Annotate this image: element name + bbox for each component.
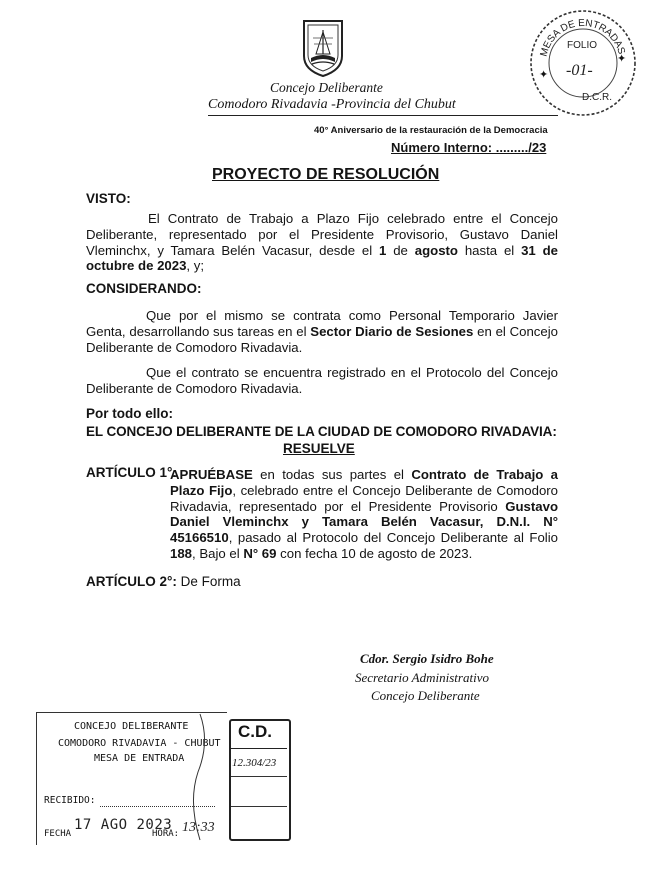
coat-of-arms-logo [301, 18, 345, 78]
articulo-2-text: De Forma [176, 574, 241, 589]
reception-stamp-line-2: COMODORO RIVADAVIA - CHUBUT [58, 738, 221, 749]
reception-stamp-line-1: CONCEJO DELIBERANTE [74, 721, 189, 732]
anniversary-line: 40° Aniversario de la restauración de la Democracia [314, 125, 548, 136]
stamp-bottom-text: D.C.R. [582, 92, 612, 103]
stamp-star-left-icon: ✦ [539, 69, 549, 81]
articulo-2 [86, 574, 241, 589]
document-title: PROYECTO DE RESOLUCIÓN [212, 166, 440, 183]
considerando-paragraph-2: Que el contrato se encuentra registrado en el Protocolo del Concejo Deliberante de Comodoro Rivadavia. [86, 365, 558, 396]
articulo-1-text: APRUÉBASE en todas sus partes el Contrato de Trabajo a Plazo Fijo, celebrado entre el Concejo Deliberante de Comodoro Rivadavia, representado por el Presidente Provisorio Gustavo Daniel Vleminchx y Tamara Belén Vacasur, D.N.I. N° 45166510, pasado al Protocolo del Concejo Deliberante al Folio 188, Bajo el N° 69 con fecha 10 de agosto de 2023. [170, 467, 559, 561]
institution-name: Concejo Deliberante [270, 80, 383, 95]
signature-name: Cdor. Sergio Isidro Bohe [360, 651, 494, 666]
el-concejo-heading: EL CONCEJO DELIBERANTE DE LA CIUDAD DE COMODORO RIVADAVIA: [86, 424, 557, 439]
recibido-label: RECIBIDO: [44, 795, 96, 806]
visto-paragraph: El Contrato de Trabajo a Plazo Fijo celebrado entre el Concejo Deliberante, representado por el Presidente Provisorio, Gustavo Daniel Vleminchx, y Tamara Belén Vacasur, desde el 1 de agosto hasta el 31 de octubre de 2023, y; [86, 211, 558, 274]
stamp-folio-value: -01- [566, 62, 593, 79]
cd-box-title: C.D. [238, 722, 272, 741]
stamp-folio-label: FOLIO [567, 40, 598, 51]
header-rule [208, 115, 558, 116]
hora-label: HORA: [152, 829, 180, 839]
por-todo-ello: Por todo ello: [86, 406, 173, 421]
hora-value: 13:33 [182, 820, 215, 835]
cd-box-number: 12.304/23 [232, 757, 277, 769]
considerando-label: CONSIDERANDO: [86, 281, 202, 296]
fecha-value: 17 AGO 2023 [74, 817, 173, 833]
handwritten-stroke [170, 712, 230, 842]
cd-box-number-rule [231, 776, 287, 777]
stamp-ring-text: MESA DE ENTRADAS [538, 17, 627, 58]
articulo-2-label: ARTÍCULO 2°: [86, 574, 177, 589]
stamp-star-right-icon: ✦ [617, 53, 627, 65]
considerando-paragraph-1: Que por el mismo se contrata como Personal Temporario Javier Genta, desarrollando sus tareas en el Sector Diario de Sesiones en el Concejo Deliberante de Comodoro Rivadavia. [86, 308, 558, 355]
internal-number: Número Interno: ........./23 [391, 140, 547, 155]
fecha-label: FECHA [44, 829, 72, 839]
resuelve-heading: RESUELVE [283, 441, 355, 456]
visto-label: VISTO: [86, 191, 131, 206]
institution-location: Comodoro Rivadavia -Provincia del Chubut [208, 97, 456, 112]
signature-org: Concejo Deliberante [371, 688, 480, 703]
signature-role: Secretario Administrativo [355, 670, 489, 685]
cd-box-divider [231, 748, 287, 749]
reception-stamp-line-3: MESA DE ENTRADA [94, 753, 185, 764]
articulo-1-label: ARTÍCULO 1°: [86, 465, 177, 480]
cd-box-rule-2 [231, 806, 287, 807]
